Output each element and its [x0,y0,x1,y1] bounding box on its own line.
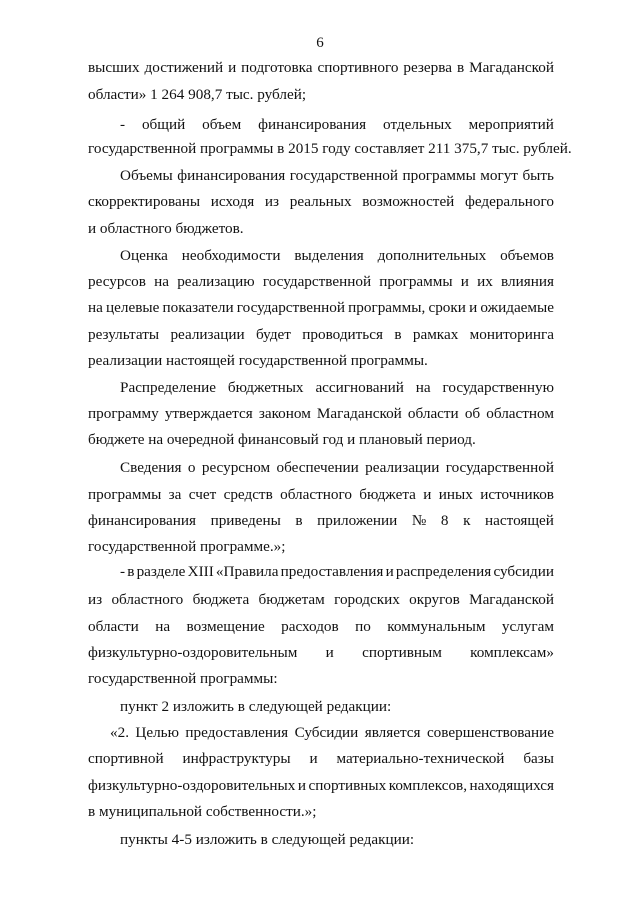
word: дополнительных [377,247,487,264]
word: реализации [170,326,245,343]
word: из [88,591,103,608]
word: «2. [110,724,129,741]
word: спортивного [317,59,399,76]
text-line [120,246,554,266]
word: Магаданской [469,59,554,76]
word: государственной [262,273,372,290]
word: реализацию [177,273,255,290]
word: программы [379,273,453,290]
word: программы [88,486,162,503]
text-line: бюджете на очередной финансовый год и плановый период. [88,431,476,448]
word: Объемы [120,167,173,184]
word: средств [223,486,273,503]
text-line: государственной программы в 2015 году составляет 211 375,7 тыс. рублей. [88,140,572,157]
word: общий [141,116,186,133]
word: коммунальным [387,618,486,635]
word: инфраструктуры [182,750,291,767]
word: их [477,273,493,290]
word: физкультурно-оздоровительных [88,777,296,794]
word: за [168,486,182,503]
word: разделе [136,563,186,580]
word: - [120,116,126,133]
text-line [88,298,554,318]
word: области [88,618,139,635]
word: ресурсном [201,459,271,476]
word: государственной [236,299,345,316]
word: находящихся [469,777,554,794]
word: «Правила [215,563,279,580]
word: Целью [135,724,179,741]
word: в [295,512,303,529]
word: Оценка [120,247,168,264]
word: настоящей [485,512,554,529]
word: комплексам» [470,644,554,661]
word: - [120,563,126,580]
text-line [120,166,554,186]
word: предоставления [185,724,289,741]
word: подготовка [241,59,313,76]
word: результаты [88,326,160,343]
word: и [325,644,334,661]
word: целевые [106,299,160,316]
word: мероприятий [468,116,554,133]
word: ожидаемые [480,299,554,316]
text-line: в муниципальной собственности.»; [88,803,317,820]
word: городских [334,591,400,608]
word: достижений [144,59,224,76]
word: программу [88,405,159,422]
word: в [394,326,402,343]
text-line [88,325,554,345]
text-line: государственной программе.»; [88,538,286,555]
word: возможностей [362,193,455,210]
word: исходя [210,193,255,210]
text-line [88,590,554,610]
word: приложении [317,512,398,529]
text-line [88,511,554,531]
word: распределения [395,563,492,580]
word: счет [188,486,217,503]
word: и [460,273,469,290]
text-line [88,749,554,769]
word: субсидии [493,563,554,580]
word: на [88,299,103,316]
word: является [364,724,421,741]
word: областного [111,591,184,608]
page-number: 6 [316,35,324,51]
text-line: пункты 4-5 изложить в следующей редакции: [120,831,415,848]
word: проводиться [302,326,383,343]
word: 8 [440,512,449,529]
word: будет [256,326,291,343]
word: сроки [428,299,466,316]
word: Магаданской [316,405,402,422]
word: бюджета [192,591,250,608]
text-line: реализации настоящей государственной программы. [88,352,428,369]
word: № [411,512,427,529]
word: на [415,379,431,396]
word: программы, [348,299,426,316]
word: Магаданской [469,591,554,608]
word: и [297,777,306,794]
word: к [463,512,471,529]
word: программы [402,167,476,184]
word: бюджетам [258,591,325,608]
word: скорректированы [88,193,201,210]
word: областного [280,486,352,503]
word: быть [522,167,554,184]
word: объем [202,116,242,133]
word: бюджета [359,486,416,503]
word: в [456,59,465,76]
text-line [120,378,554,398]
word: материально-технической [336,750,505,767]
word: Субсидии [294,724,359,741]
word: спортивных [308,777,387,794]
word: источников [480,486,554,503]
word: бюджетных [227,379,304,396]
word: из [264,193,280,210]
word: отдельных [383,116,452,133]
word: в [127,563,135,580]
word: области [407,405,459,422]
word: выделения [294,247,364,264]
word: финансирования [258,116,367,133]
word: резерва [403,59,452,76]
word: влияния [501,273,554,290]
text-line [88,404,554,424]
text-line [88,485,554,505]
text-line [120,458,554,478]
word: и [385,563,394,580]
text-line: и областного бюджетов. [88,220,244,237]
word: услугам [501,618,554,635]
word: предоставления [280,563,384,580]
word: и [228,59,237,76]
word: спортивным [362,644,442,661]
word: физкультурно-оздоровительным [88,644,298,661]
word: иных [438,486,473,503]
word: законом [258,405,311,422]
word: утверждается [164,405,253,422]
word: необходимости [181,247,281,264]
word: реальных [289,193,352,210]
word: расходов [281,618,339,635]
word: финансирования [88,512,196,529]
word: государственной [445,459,554,476]
word: совершенствование [426,724,554,741]
text-line [88,776,554,796]
text-line [110,723,554,743]
text-line [88,192,554,212]
word: областном [486,405,554,422]
word: государственной [289,167,398,184]
word: государственную [442,379,554,396]
word: ресурсов [88,273,146,290]
text-line [120,562,554,582]
word: комплексов, [388,777,468,794]
word: о [187,459,196,476]
text-line [88,58,554,78]
text-line [120,115,554,135]
word: возмещение [186,618,265,635]
word: и [423,486,432,503]
word: XIII [187,563,214,580]
word: обеспечении [276,459,359,476]
text-line [88,272,554,292]
word: Распределение [120,379,216,396]
word: округов [409,591,460,608]
text-line: государственной программы: [88,670,278,687]
word: финансирования [177,167,286,184]
word: высших [88,59,140,76]
word: Сведения [120,459,182,476]
word: могут [480,167,518,184]
word: на [155,618,171,635]
text-line: пункт 2 изложить в следующей редакции: [120,698,392,715]
word: по [355,618,371,635]
text-line [88,617,554,637]
text-line [88,643,554,663]
word: объемов [500,247,554,264]
word: мониторинга [469,326,554,343]
word: приведены [210,512,281,529]
word: об [464,405,481,422]
word: показатели [162,299,234,316]
word: базы [523,750,554,767]
word: федерального [464,193,554,210]
word: и [469,299,478,316]
word: спортивной [88,750,164,767]
word: ассигнований [315,379,404,396]
text-line: области» 1 264 908,7 тыс. рублей; [88,86,307,103]
word: рамках [412,326,459,343]
word: на [154,273,170,290]
word: и [309,750,318,767]
word: реализации [365,459,440,476]
